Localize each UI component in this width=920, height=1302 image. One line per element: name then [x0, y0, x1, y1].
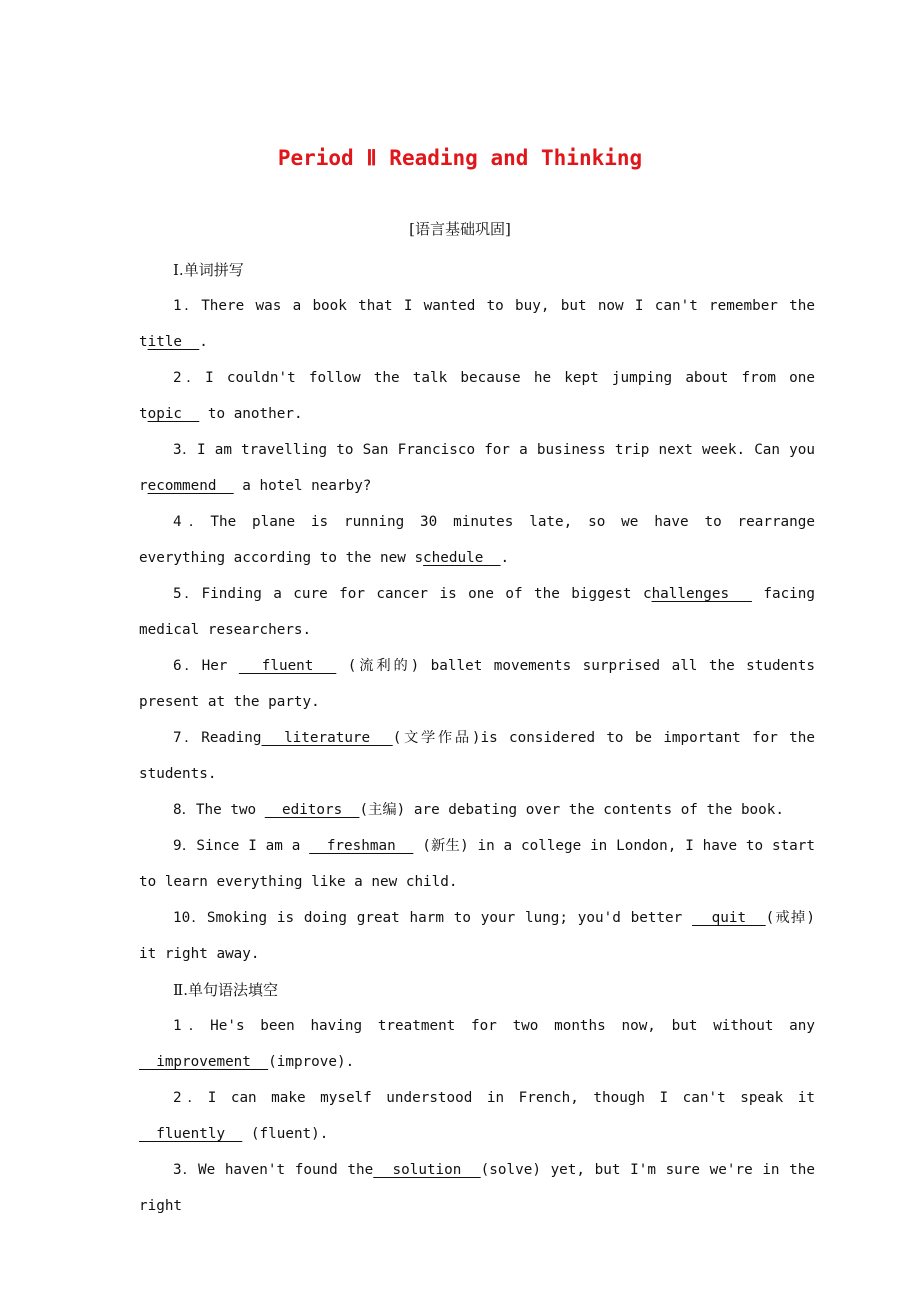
- item-text-after: (文学作品)is considered to be important for the students.: [139, 730, 815, 782]
- item-text-after: (主编) are debating over the contents of the book.: [359, 802, 784, 818]
- exercise-item: [139, 720, 815, 792]
- item-text-after: (fluent).: [242, 1126, 329, 1142]
- answer-blank: ecommend: [147, 478, 234, 494]
- section-heading: Ⅱ.单句语法填空: [173, 981, 278, 999]
- item-text: 6．Her: [173, 658, 239, 674]
- exercise-item: [139, 432, 815, 504]
- answer-blank: opic: [147, 406, 200, 422]
- answer-blank: literature: [261, 730, 393, 746]
- item-text: 8．The two: [173, 802, 265, 818]
- item-text-after: (戒掉) it right away.: [139, 910, 816, 962]
- item-text-after: (流利的) ballet movements surprised all the students present at the party.: [139, 658, 815, 710]
- item-text: 1．He's been having treatment for two months now, but without any: [173, 1018, 815, 1034]
- item-text-after: .: [199, 334, 208, 350]
- item-text: 9．Since I am a: [173, 838, 310, 854]
- exercise-item: [139, 828, 815, 900]
- item-text: 3．We haven't found the: [173, 1162, 374, 1178]
- item-text: 2．I couldn't follow the talk because he kept jumping about from one t: [139, 370, 815, 422]
- answer-blank: editors: [264, 802, 360, 818]
- section-label: [语言基础巩固]: [409, 220, 511, 238]
- item-text-after: .: [500, 550, 510, 566]
- answer-blank: fluently: [139, 1126, 243, 1142]
- exercise-item: [139, 1152, 815, 1224]
- item-text-after: (solve) yet, but I'm sure we're in the right: [139, 1162, 815, 1214]
- exercise-item: [139, 900, 815, 972]
- page-title: Period Ⅱ Reading and Thinking: [277, 146, 643, 170]
- item-text-after: (improve).: [268, 1054, 355, 1070]
- exercise-item: [139, 792, 815, 828]
- answer-blank: improvement: [139, 1054, 269, 1070]
- exercise-item: [139, 1080, 815, 1152]
- item-text: 1．There was a book that I wanted to buy, but now I can't remember the t: [139, 298, 815, 350]
- item-text: 2．I can make myself understood in French, though I can't speak it: [173, 1090, 815, 1106]
- exercise-body: [139, 252, 815, 1224]
- exercise-item: [139, 576, 815, 648]
- exercise-item: [139, 504, 815, 576]
- exercise-item: [139, 288, 815, 360]
- item-text-after: a hotel nearby?: [233, 478, 372, 494]
- exercise-item: [139, 1008, 815, 1080]
- item-text: 3．I am travelling to San Francisco for a business trip next week. Can you r: [139, 442, 815, 494]
- answer-blank: hallenges: [651, 586, 752, 602]
- answer-blank: quit: [692, 910, 766, 926]
- exercise-item: [139, 360, 815, 432]
- item-text: 5．Finding a cure for cancer is one of the biggest c: [173, 586, 652, 602]
- answer-blank: itle: [147, 334, 200, 350]
- exercise-item: [139, 648, 815, 720]
- item-text-after: to another.: [199, 406, 303, 422]
- answer-blank: solution: [373, 1162, 481, 1178]
- answer-blank: fluent: [238, 658, 337, 674]
- answer-blank: freshman: [309, 838, 414, 854]
- answer-blank: chedule: [423, 550, 501, 566]
- item-text: 10．Smoking is doing great harm to your lung; you'd better: [173, 910, 693, 926]
- item-text: 4．The plane is running 30 minutes late, so we have to rearrange everything according to the new s: [139, 514, 815, 566]
- item-text: 7．Reading: [173, 730, 262, 746]
- section-heading: Ⅰ.单词拼写: [173, 261, 244, 279]
- item-text-after: facing medical researchers.: [139, 586, 815, 638]
- item-text-after: (新生) in a college in London, I have to start to learn everything like a new child.: [139, 838, 815, 890]
